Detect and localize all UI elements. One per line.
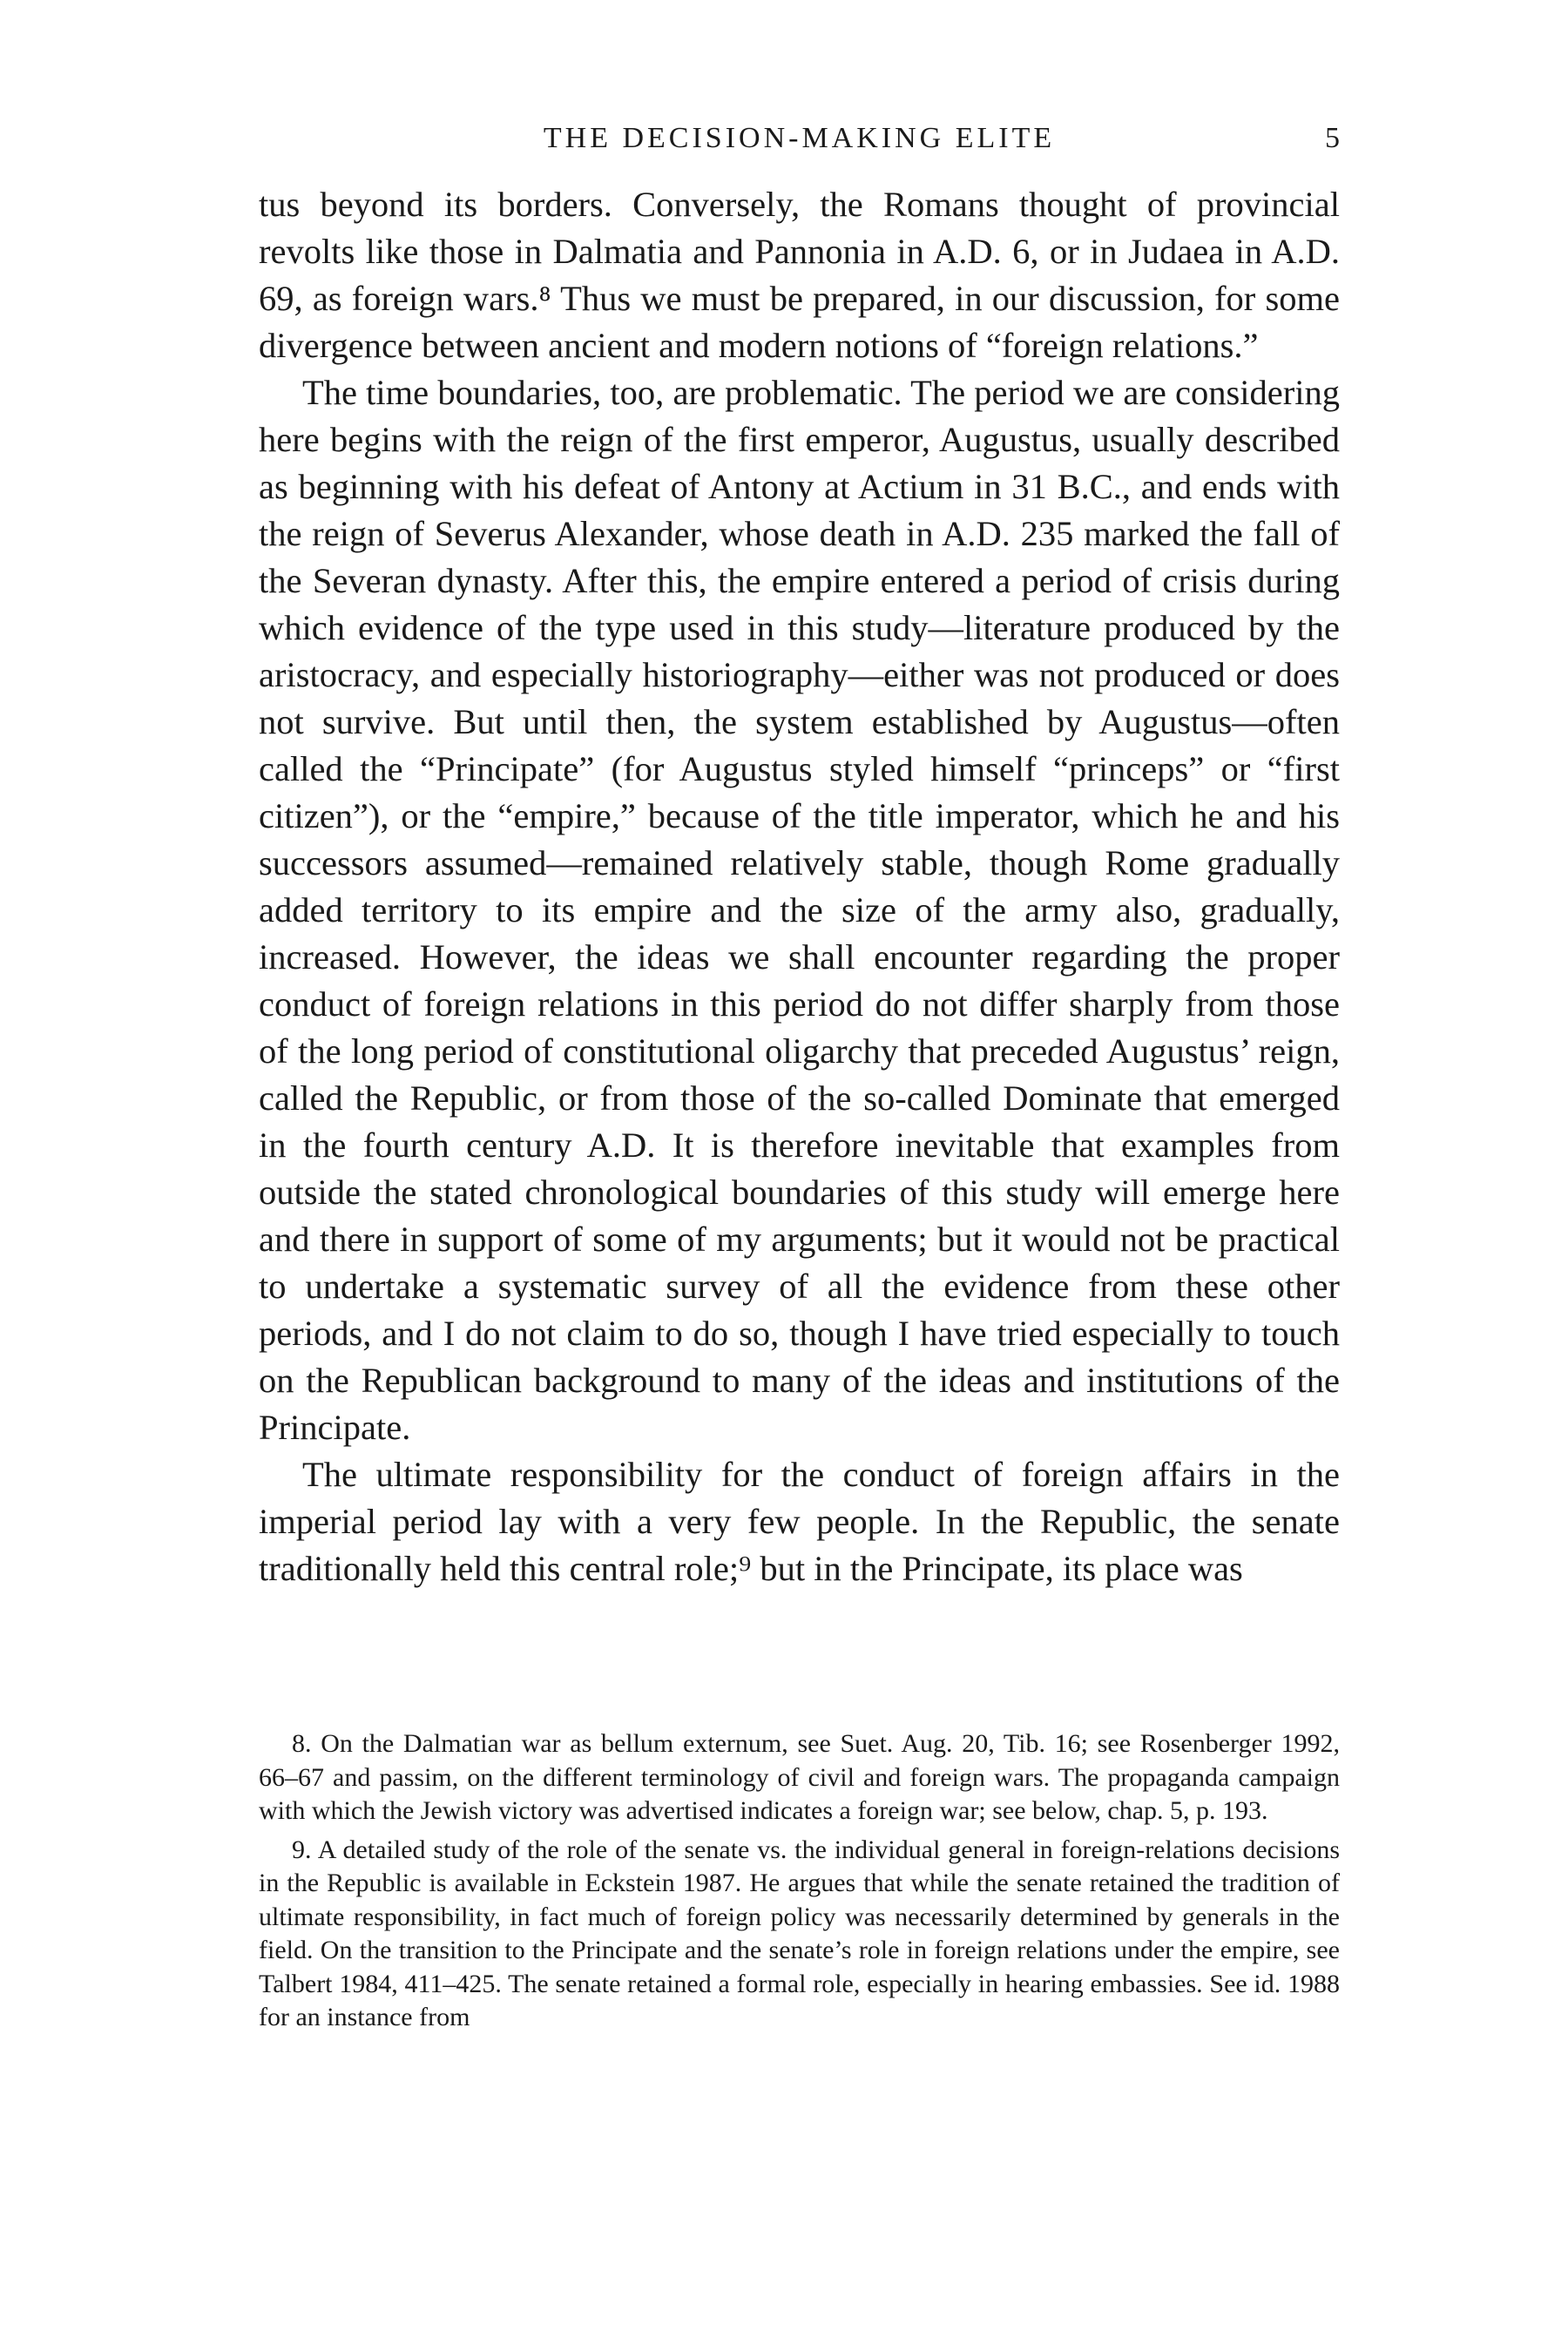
paragraph: The ultimate responsibility for the conduct of foreign affairs in the imperial period lay with a very few people. In the Republic, the senate traditionally held this central role;⁹ but in the Principate, its place was bbox=[259, 1455, 1340, 1588]
footnotes bbox=[259, 1727, 1340, 2040]
running-head: THE DECISION-MAKING ELITE bbox=[543, 122, 1056, 154]
footnote-9: 9. A detailed study of the role of the senate vs. the individual general in foreign-relations decisions in the Republic is available in Eckstein 1987. He argues that while the senate retained the tradition of ultimate responsibility, in fact much of foreign policy was necessarily determined by generals in the field. On the transition to the Principate and the senate’s role in foreign relations under the empire, see Talbert 1984, 411–425. The senate retained a formal role, especially in hearing embassies. See id. 1988 for an instance from bbox=[259, 1835, 1340, 2031]
page-number: 5 bbox=[1325, 122, 1340, 154]
body-text bbox=[259, 181, 1340, 1592]
page-header bbox=[259, 122, 1340, 166]
footnote-8: 8. On the Dalmatian war as bellum externum, see Suet. Aug. 20, Tib. 16; see Rosenberger 1992, 66–67 and passim, on the different terminology of civil and foreign wars. The propaganda campaign with which the Jewish victory was advertised indicates a foreign war; see below, chap. 5, p. 193. bbox=[259, 1729, 1340, 1825]
paragraph: tus beyond its borders. Conversely, the Romans thought of provincial revolts like those in Dalmatia and Pannonia in A.D. 6, or in Judaea in A.D. 69, as foreign wars.⁸ Thus we must be prepared, in our discussion, for some divergence between ancient and modern notions of “foreign relations.” bbox=[259, 185, 1340, 365]
paragraph: The time boundaries, too, are problematic. The period we are considering here begins with the reign of the first emperor, Augustus, usually described as beginning with his defeat of Antony at Actium in 31 B.C., and ends with the reign of Severus Alexander, whose death in A.D. 235 marked the fall of the Severan dynasty. After this, the empire entered a period of crisis during which evidence of the type used in this study—literature produced by the aristocracy, and especially historiography—either was not produced or does not survive. But until then, the system established by Augustus—often called the “Principate” (for Augustus styled himself “princeps” or “first citizen”), or the “empire,” because of the title imperator, which he and his successors assumed—remained relatively stable, though Rome gradually added territory to its empire and the size of the army also, gradually, increased. However, the ideas we shall encounter regarding the proper conduct of foreign relations in this period do not differ sharply from those of the long period of constitutional oligarchy that preceded Augustus’ reign, called the Republic, or from those of the so-called Dominate that emerged in the fourth century A.D. It is therefore inevitable that examples from outside the stated chronological boundaries of this study will emerge here and there in support of some of my arguments; but it would not be practical to undertake a systematic survey of all the evidence from these other periods, and I do not claim to do so, though I have tried especially to touch on the Republican background to many of the ideas and institutions of the Principate. bbox=[259, 373, 1340, 1447]
